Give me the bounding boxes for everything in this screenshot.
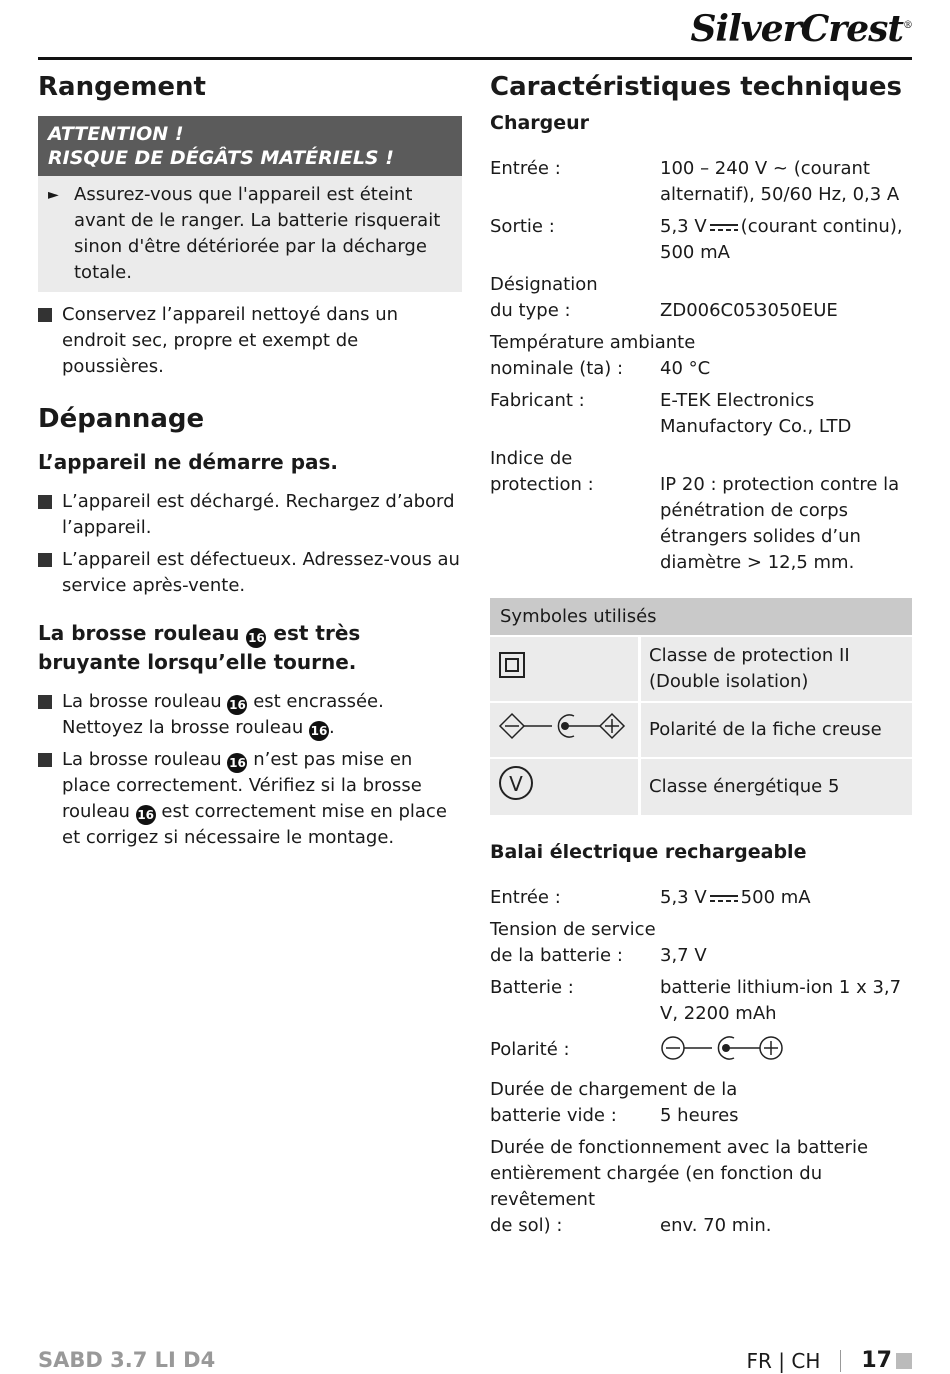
- svg-text:V: V: [509, 772, 523, 796]
- spec-row: Entrée : 5,3 V 500 mA: [490, 887, 811, 908]
- table-row: Classe de protection II (Double isolation): [490, 637, 912, 701]
- storage-title: Rangement: [38, 72, 206, 102]
- page-number: 17: [861, 1348, 892, 1373]
- part-number-badge: 16: [309, 721, 329, 741]
- spec-row: Tension de service de la batterie : 3,7 V: [490, 919, 707, 966]
- polarity-icon: [660, 1033, 912, 1071]
- issue2-title: La brosse rouleau 16 est très bruyante lorsqu’elle tourne.: [38, 621, 361, 674]
- list-item: L’appareil est défectueux. Adressez-vous au service après-vente.: [38, 547, 462, 599]
- footer-nav: [747, 1348, 912, 1373]
- page-marker-icon: [896, 1353, 912, 1369]
- square-bullet-icon: [38, 308, 52, 322]
- list-item: Conservez l’appareil nettoyé dans un endroit sec, propre et exempt de poussières.: [38, 302, 462, 380]
- spec-row: Température ambiante nominale (ta) :: [490, 332, 696, 379]
- square-bullet-icon: [38, 753, 52, 767]
- footer-divider: [840, 1350, 841, 1372]
- polarity-icon: [490, 703, 641, 757]
- model-number: SABD 3.7 LI D4: [38, 1348, 216, 1372]
- warning-text: Assurez-vous que l'appareil est éteint avant de le ranger. La batterie risquerait sinon d'être détériorée par la décharge totale.: [74, 184, 441, 283]
- spec-row: Durée de chargement de la batterie vide : 5 heures: [490, 1079, 739, 1126]
- square-bullet-icon: [38, 495, 52, 509]
- spec-row: Batterie : batterie lithium-ion 1 x 3,7 V, 2200 mAh: [490, 977, 902, 1024]
- roman-five-icon: [490, 759, 641, 815]
- warning-body: [38, 176, 462, 292]
- square-bullet-icon: [38, 553, 52, 567]
- dc-symbol-icon: [710, 895, 738, 902]
- left-column: [38, 62, 462, 859]
- spec-row: Entrée : 100 – 240 V ~ (courant alternatif), 50/60 Hz, 0,3 A: [490, 158, 900, 205]
- dc-symbol-icon: [710, 224, 738, 231]
- spec-row: Indice de protection : IP 20 : protection contre la pénétration de corps étrangers solides d’un diamètre > 12,5 mm.: [490, 448, 900, 573]
- list-item: La brosse rouleau 16 n’est pas mise en place correctement. Vérifiez si la brosse rouleau 16 est correctement mise en place et corrigez si nécessaire le montage.: [38, 747, 462, 851]
- table-row: Polarité de la fiche creuse: [490, 703, 912, 757]
- symbols-table: [490, 596, 912, 817]
- list-item: La brosse rouleau 16 est encrassée. Nettoyez la brosse rouleau 16.: [38, 689, 462, 741]
- issue2-list: [38, 689, 462, 851]
- charger-title: Chargeur: [490, 112, 590, 134]
- storage-list: [38, 302, 462, 380]
- language-code: FR | CH: [746, 1348, 821, 1373]
- spec-row: Durée de fonctionnement avec la batterie entièrement chargée (en fonction du revêtement de sol) : env. 70 min.: [490, 1137, 869, 1236]
- brand-logo: SilverCrest®: [690, 8, 912, 50]
- table-row: V Classe énergétique 5: [490, 759, 912, 815]
- arrow-icon: ►: [48, 187, 59, 203]
- square-bullet-icon: [38, 695, 52, 709]
- part-number-badge: 16: [227, 753, 247, 773]
- symbols-header: Symboles utilisés: [490, 598, 912, 635]
- vacuum-title: Balai électrique rechargeable: [490, 841, 807, 863]
- warning-header: ATTENTION ! RISQUE DE DÉGÂTS MATÉRIELS !: [38, 116, 462, 176]
- part-number-badge: 16: [227, 695, 247, 715]
- spec-row: Sortie : 5,3 V (courant continu), 500 mA: [490, 216, 903, 263]
- specs-title: Caractéristiques techniques: [490, 72, 902, 102]
- double-square-icon: [490, 637, 641, 701]
- spec-row: Désignation du type : ZD006C053050EUE: [490, 274, 838, 321]
- spec-row: Polarité :: [490, 1033, 912, 1071]
- part-number-badge: 16: [246, 628, 266, 648]
- spec-row: Fabricant : E-TEK Electronics Manufactory Co., LTD: [490, 390, 852, 437]
- troubleshooting-title: Dépannage: [38, 404, 205, 434]
- issue1-list: [38, 489, 462, 599]
- issue1-title: L’appareil ne démarre pas.: [38, 450, 339, 474]
- warning-box: [38, 116, 462, 292]
- list-item: L’appareil est déchargé. Rechargez d’abord l’appareil.: [38, 489, 462, 541]
- part-number-badge: 16: [136, 805, 156, 825]
- spec-row: 40 °C: [660, 358, 711, 379]
- right-column: [490, 62, 912, 1245]
- header-rule: [38, 57, 912, 60]
